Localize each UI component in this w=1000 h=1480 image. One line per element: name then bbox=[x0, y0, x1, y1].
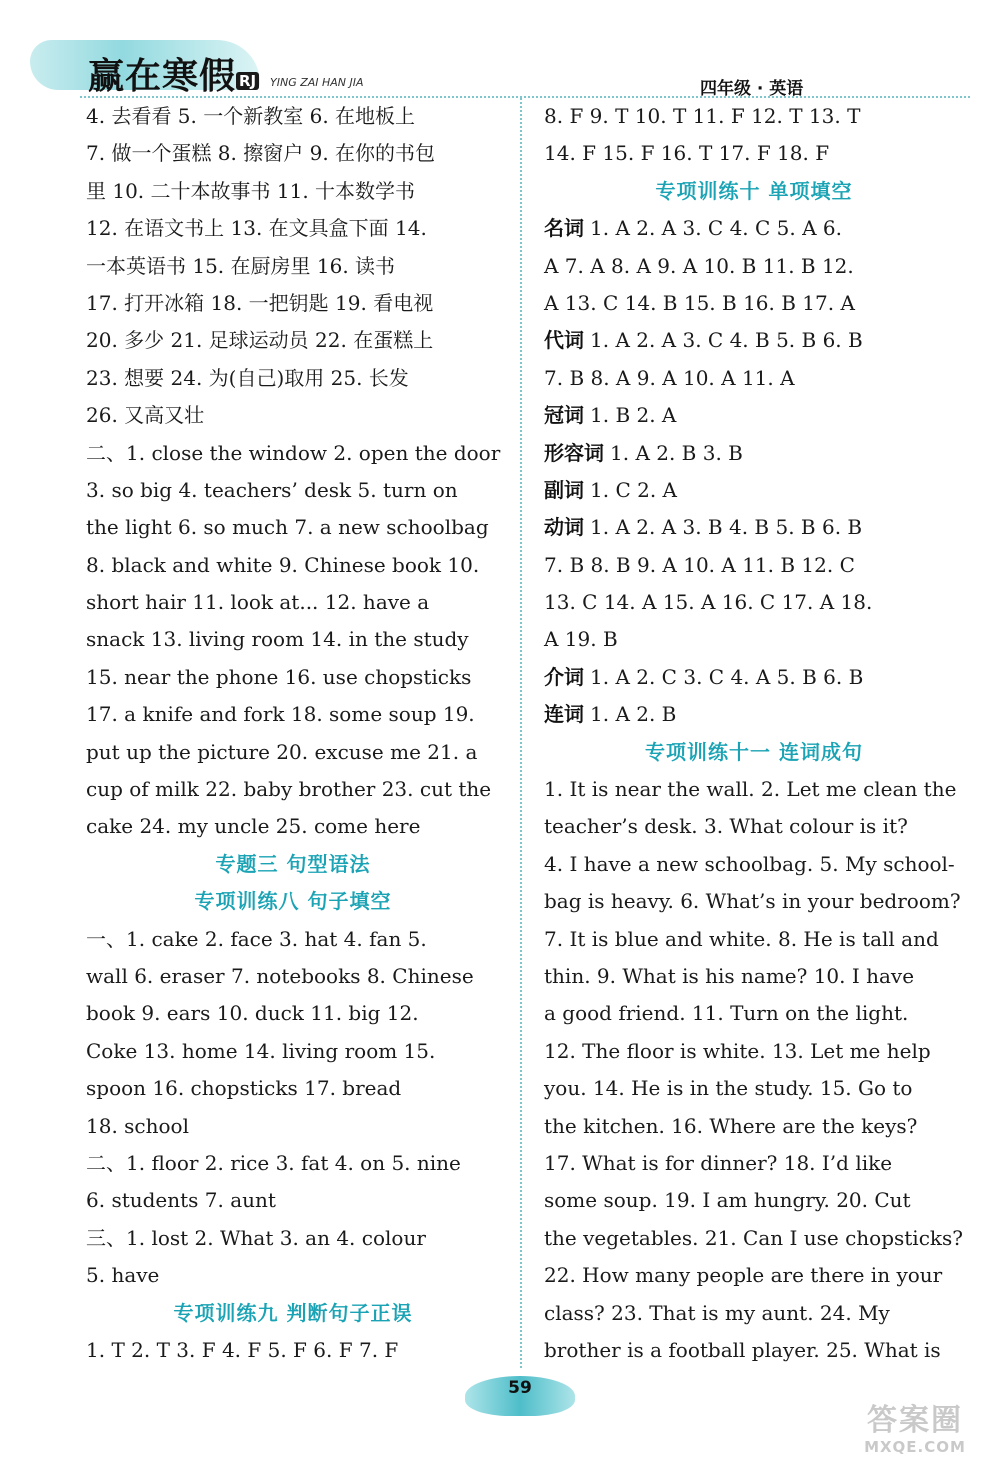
answer-line: 三、1. lost 2. What 3. an 4. colour bbox=[86, 1225, 426, 1250]
category-label-pronoun: 代词 bbox=[544, 328, 584, 353]
answer-line: 26. 又高又壮 bbox=[86, 403, 205, 428]
answer-line bbox=[544, 696, 964, 733]
category-label-conjunction: 连词 bbox=[544, 702, 584, 727]
answer-line: 7. B 8. A 9. A 10. A 11. A bbox=[544, 365, 795, 390]
grade-subject: 四年级 · 英语 bbox=[700, 79, 804, 99]
answer-line: A 7. A 8. A 9. A 10. B 11. B 12. bbox=[544, 253, 854, 278]
answer-line: 17. a knife and fork 18. some soup 19. bbox=[86, 702, 475, 727]
answer-line: a good friend. 11. Turn on the light. bbox=[544, 1001, 909, 1026]
answer-line: 8. F 9. T 10. T 11. F 12. T 13. T bbox=[544, 104, 861, 128]
answer-line: cup of milk 22. baby brother 23. cut the bbox=[86, 777, 492, 802]
answer-line: 一、1. cake 2. face 3. hat 4. fan 5. bbox=[86, 926, 427, 951]
page-footer bbox=[0, 1370, 1000, 1480]
answer-line: 3. so big 4. teachers’ desk 5. turn on bbox=[86, 477, 458, 502]
category-label-verb: 动词 bbox=[544, 515, 584, 540]
answer-line: 4. 去看看 5. 一个新教室 6. 在地板上 bbox=[86, 104, 416, 128]
answer-line: 里 10. 二十本故事书 11. 十本数学书 bbox=[86, 178, 416, 203]
answer-text: 1. A 2. A 3. C 4. B 5. B 6. B bbox=[590, 328, 863, 353]
answer-line: 二、1. floor 2. rice 3. fat 4. on 5. nine bbox=[86, 1150, 461, 1175]
answer-line: Coke 13. home 14. living room 15. bbox=[86, 1038, 436, 1063]
answer-line: spoon 16. chopsticks 17. bread bbox=[86, 1076, 402, 1101]
answer-line: 1. T 2. T 3. F 4. F 5. F 6. F 7. F bbox=[86, 1337, 399, 1362]
answer-line bbox=[544, 322, 964, 359]
section-heading-train9: 专项训练九 判断句子正误 bbox=[173, 1300, 413, 1325]
answer-line: 12. 在语文书上 13. 在文具盒下面 14. bbox=[86, 216, 427, 241]
left-column bbox=[86, 98, 500, 1360]
answer-line bbox=[544, 472, 964, 509]
answer-line: 7. 做一个蛋糕 8. 擦窗户 9. 在你的书包 bbox=[86, 141, 436, 166]
answer-line: 6. students 7. aunt bbox=[86, 1188, 276, 1213]
section-heading-train10: 专项训练十 单项填空 bbox=[655, 178, 853, 203]
answer-line: 20. 多少 21. 足球运动员 22. 在蛋糕上 bbox=[86, 328, 434, 353]
category-label-article: 冠词 bbox=[544, 403, 584, 428]
answer-line: thin. 9. What is his name? 10. I have bbox=[544, 963, 915, 988]
watermark-url: MXQE.COM bbox=[864, 1438, 966, 1456]
answer-line: cake 24. my uncle 25. come here bbox=[86, 814, 421, 839]
answer-line: short hair 11. look at... 12. have a bbox=[86, 590, 430, 615]
answer-line: 一本英语书 15. 在厨房里 16. 读书 bbox=[86, 253, 396, 278]
answer-line: some soup. 19. I am hungry. 20. Cut bbox=[544, 1188, 911, 1213]
brand-title: 赢在寒假 bbox=[88, 56, 237, 97]
answer-line: class? 23. That is my aunt. 24. My bbox=[544, 1300, 890, 1325]
answer-line: 23. 想要 24. 为(自己)取用 25. 长发 bbox=[86, 365, 409, 390]
answer-line: the light 6. so much 7. a new schoolbag bbox=[86, 515, 489, 540]
column-divider bbox=[520, 98, 522, 1368]
answer-line: 18. school bbox=[86, 1113, 189, 1138]
answer-line: A 13. C 14. B 15. B 16. B 17. A bbox=[544, 290, 855, 315]
answer-line: bag is heavy. 6. What’s in your bedroom? bbox=[544, 889, 961, 914]
answer-line: 7. B 8. B 9. A 10. A 11. B 12. C bbox=[544, 552, 855, 577]
section-heading-train11: 专项训练十一 连词成句 bbox=[645, 739, 863, 764]
answer-text: 1. A 2. B 3. B bbox=[610, 440, 743, 465]
section-heading-train8: 专项训练八 句子填空 bbox=[194, 889, 392, 914]
watermark-logo bbox=[845, 1404, 985, 1464]
section-heading-topic3: 专题三 句型语法 bbox=[215, 851, 371, 876]
answer-text: 1. A 2. A 3. B 4. B 5. B 6. B bbox=[590, 515, 863, 540]
answer-line: 14. F 15. F 16. T 17. F 18. F bbox=[544, 141, 830, 166]
answer-line: 8. black and white 9. Chinese book 10. bbox=[86, 552, 480, 577]
right-column bbox=[544, 98, 964, 1360]
answer-line: 7. It is blue and white. 8. He is tall and bbox=[544, 926, 939, 951]
answer-line: 13. C 14. A 15. A 16. C 17. A 18. bbox=[544, 590, 873, 615]
answer-line: 12. The floor is white. 13. Let me help bbox=[544, 1038, 931, 1063]
watermark-title: 答案圈 bbox=[867, 1403, 963, 1438]
category-label-preposition: 介词 bbox=[544, 664, 584, 689]
answer-line: snack 13. living room 14. in the study bbox=[86, 627, 469, 652]
page-number: 59 bbox=[508, 1378, 532, 1398]
answer-line bbox=[544, 659, 964, 696]
answer-line: you. 14. He is in the study. 15. Go to bbox=[544, 1076, 913, 1101]
answer-line: teacher’s desk. 3. What colour is it? bbox=[544, 814, 908, 839]
category-label-adverb: 副词 bbox=[544, 477, 584, 502]
answer-line bbox=[544, 509, 964, 546]
answer-text: 1. A 2. A 3. C 4. C 5. A 6. bbox=[590, 216, 843, 241]
answer-line: 17. 打开冰箱 18. 一把钥匙 19. 看电视 bbox=[86, 290, 434, 315]
brand-pinyin: YING ZAI HAN JIA bbox=[270, 76, 364, 89]
page-header bbox=[0, 0, 1000, 100]
answer-text: 1. A 2. B bbox=[590, 702, 677, 727]
answer-line: book 9. ears 10. duck 11. big 12. bbox=[86, 1001, 419, 1026]
category-label-noun: 名词 bbox=[544, 216, 584, 241]
answer-line bbox=[544, 397, 964, 434]
answer-line: put up the picture 20. excuse me 21. a bbox=[86, 739, 478, 764]
answer-line: 二、1. close the window 2. open the door bbox=[86, 440, 501, 465]
answer-line: 15. near the phone 16. use chopsticks bbox=[86, 664, 472, 689]
answer-line: A 19. B bbox=[544, 627, 618, 652]
answer-text: 1. A 2. C 3. C 4. A 5. B 6. B bbox=[590, 664, 864, 689]
answer-line: the kitchen. 16. Where are the keys? bbox=[544, 1113, 918, 1138]
answer-line bbox=[544, 435, 964, 472]
answer-line: brother is a football player. 25. What is bbox=[544, 1337, 941, 1362]
answer-line: wall 6. eraser 7. notebooks 8. Chinese bbox=[86, 963, 474, 988]
edition-badge: RJ bbox=[236, 72, 259, 90]
answer-text: 1. B 2. A bbox=[590, 403, 677, 428]
answer-line: 5. have bbox=[86, 1263, 160, 1288]
category-label-adjective: 形容词 bbox=[544, 440, 604, 465]
answer-line bbox=[544, 210, 964, 247]
answer-line: 1. It is near the wall. 2. Let me clean the bbox=[544, 777, 957, 802]
answer-text: 1. C 2. A bbox=[590, 477, 677, 502]
answer-line: 22. How many people are there in your bbox=[544, 1263, 943, 1288]
answer-line: 17. What is for dinner? 18. I’d like bbox=[544, 1150, 893, 1175]
answer-line: 4. I have a new schoolbag. 5. My school- bbox=[544, 851, 955, 876]
answer-line: the vegetables. 21. Can I use chopsticks? bbox=[544, 1225, 964, 1250]
